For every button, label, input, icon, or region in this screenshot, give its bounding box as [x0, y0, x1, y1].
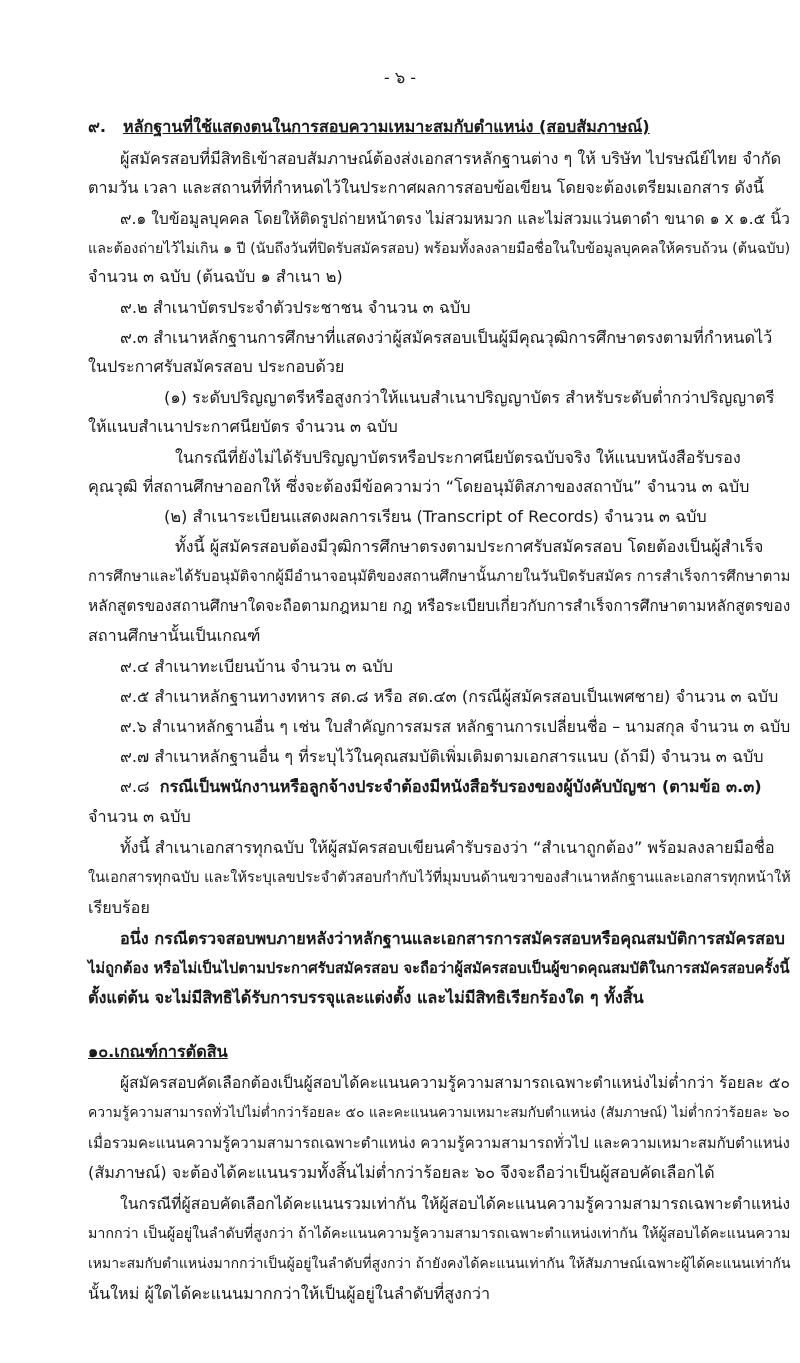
- item-9-3-condition-line: ทั้งนี้ ผู้สมัครสอบต้องมีวุฒิการศึกษาตรงตามประกาศรับสมัครสอบ โดยต้องเป็นผู้สำเร็จ: [175, 537, 764, 556]
- item-9-3-2: (๒) สำเนาระเบียนแสดงผลการเรียน (Transcript of Records) จำนวน ๓ ฉบับ: [164, 507, 707, 526]
- item-9-3-condition-line: หลักสูตรของสถานศึกษาใดจะถือตามกฎหมาย กฎ หรือระเบียบเกี่ยวกับการสำเร็จการศึกษาตามหลักสูตรของ: [88, 597, 791, 615]
- item-9-4: ๙.๔ สำเนาทะเบียนบ้าน จำนวน ๓ ฉบับ: [120, 657, 394, 676]
- section10-para1-line: ผู้สมัครสอบคัดเลือกต้องเป็นผู้สอบได้คะแนนความรู้ความสามารถเฉพาะตำแหน่งไม่ต่ำกว่า ร้อยละ ๕๐: [120, 1074, 790, 1092]
- warning-line: ตั้งแต่ต้น จะไม่มีสิทธิได้รับการบรรจุและแต่งตั้ง และไม่มีสิทธิเรียกร้องใด ๆ ทั้งสิ้น: [88, 988, 644, 1007]
- item-9-1-line: จำนวน ๓ ฉบับ (ต้นฉบับ ๑ สำเนา ๒): [88, 267, 343, 286]
- section9-heading-text: หลักฐานที่ใช้แสดงตนในการสอบความเหมาะสมกับตำแหน่ง (สอบสัมภาษณ์): [122, 117, 650, 136]
- item-9-5: ๙.๕ สำเนาหลักฐานทางทหาร สด.๘ หรือ สด.๔๓ (กรณีผู้สมัครสอบเป็นเพศชาย) จำนวน ๓ ฉบับ: [120, 687, 779, 706]
- section10-para2-line: เหมาะสมกับตำแหน่งมากกว่าเป็นผู้อยู่ในลำดับที่สูงกว่า ถ้ายังคงได้คะแนนเท่ากัน ให้สัมภาษณ์เฉพาะผู้ได้คะแนนเท่ากัน: [88, 1256, 791, 1272]
- item-9-2: ๙.๒ สำเนาบัตรประจำตัวประชาชน จำนวน ๓ ฉบับ: [120, 298, 471, 317]
- section10-para2-line: มากกว่า เป็นผู้อยู่ในลำดับที่สูงกว่า ถ้าได้คะแนนความรู้ความสามารถเฉพาะตำแหน่งเท่ากัน ให้ผู้สอบได้คะแนนความ: [88, 1226, 791, 1242]
- section10-para1-line: เมื่อรวมคะแนนความรู้ความสามารถเฉพาะตำแหน่ง ความรู้ความสามารถทั่วไป และความเหมาะสมกับตำแหน่ง: [88, 1134, 790, 1152]
- item-9-3-line: ๙.๓ สำเนาหลักฐานการศึกษาที่แสดงว่าผู้สมัครสอบเป็นผู้มีคุณวุฒิการศึกษาตรงตามที่กำหนดไว้: [120, 328, 773, 347]
- section10-heading: ๑๐.เกณฑ์การตัดสิน: [88, 1042, 228, 1061]
- item-9-3-condition-line: การศึกษาและได้รับอนุมัติจากผู้มีอำนาจอนุมัติของสถานศึกษานั้นภายในวันปิดรับสมัคร การสำเร็จการศึกษาตาม: [88, 568, 791, 585]
- warning-line: ไม่ถูกต้อง หรือไม่เป็นไปตามประกาศรับสมัครสอบ จะถือว่าผู้สมัครสอบเป็นผู้ขาดคุณสมบัติในการสมัครสอบครั้งนี้: [88, 960, 790, 977]
- item-9-6: ๙.๖ สำเนาหลักฐานอื่น ๆ เช่น ใบสำคัญการสมรส หลักฐานการเปลี่ยนชื่อ – นามสกุล จำนวน ๓ ฉบับ: [120, 717, 791, 736]
- section9-heading: [88, 115, 650, 141]
- section9-intro-line: ตามวัน เวลา และสถานที่ที่กำหนดไว้ในประกาศผลการสอบข้อเขียน โดยจะต้องเตรียมเอกสาร ดังนี้: [88, 178, 764, 197]
- item-9-1-line: และต้องถ่ายไว้ไม่เกิน ๑ ปี (นับถึงวันที่ปิดรับสมัครสอบ) พร้อมทั้งลงลายมือชื่อในใบข้อมูลบุคคลให้ครบถ้วน (ต้นฉบับ): [88, 241, 791, 257]
- item-9-3-condition-line: สถานศึกษานั้นเป็นเกณฑ์: [88, 626, 261, 645]
- section9-intro-line: ผู้สมัครสอบที่มีสิทธิเข้าสอบสัมภาษณ์ต้องส่งเอกสารหลักฐานต่าง ๆ ให้ บริษัท ไปรษณีย์ไทย จำกัด: [120, 149, 782, 168]
- section10-para2-line: นั้นใหม่ ผู้ใดได้คะแนนมากกว่าให้เป็นผู้อยู่ในลำดับที่สูงกว่า: [88, 1284, 491, 1303]
- item-9-3-note-line: คุณวุฒิ ที่สถานศึกษาออกให้ ซึ่งจะต้องมีข้อความว่า “โดยอนุมัติสภาของสถาบัน” จำนวน ๓ ฉบับ: [88, 477, 750, 496]
- section10-para1-line: (สัมภาษณ์) จะต้องได้คะแนนรวมทั้งสิ้นไม่ต่ำกว่าร้อยละ ๖๐ จึงจะถือว่าเป็นผู้สอบคัดเลือกได้: [88, 1163, 715, 1182]
- item-9-7: ๙.๗ สำเนาหลักฐานอื่น ๆ ที่ระบุไว้ในคุณสมบัติเพิ่มเติมตามเอกสารแนบ (ถ้ามี) จำนวน ๓ ฉบับ: [120, 747, 764, 766]
- page-number: - ๖ -: [383, 68, 417, 87]
- warning-line: อนึ่ง กรณีตรวจสอบพบภายหลังว่าหลักฐานและเอกสารการสมัครสอบหรือคุณสมบัติการสมัครสอบ: [120, 929, 785, 948]
- item-9-8-continuation: จำนวน ๓ ฉบับ: [88, 807, 191, 826]
- item-9-3-1-line: ให้แนบสำเนาประกาศนียบัตร จำนวน ๓ ฉบับ: [88, 417, 398, 436]
- certify-line: ทั้งนี้ สำเนาเอกสารทุกฉบับ ให้ผู้สมัครสอบเขียนคำรับรองว่า “สำเนาถูกต้อง” พร้อมลงลายมือชื่อ: [120, 838, 775, 857]
- certify-line: ในเอกสารทุกฉบับ และให้ระบุเลขประจำตัวสอบกำกับไว้ที่มุมบนด้านขวาของสำเนาหลักฐานและเอกสารทุกหน้าให้: [88, 869, 791, 886]
- certify-line: เรียบร้อย: [88, 898, 150, 917]
- item-9-3-line: ในประกาศรับสมัครสอบ ประกอบด้วย: [88, 357, 345, 376]
- item-9-8-text: กรณีเป็นพนักงานหรือลูกจ้างประจำต้องมีหนังสือรับรองของผู้บังคับบัญชา (ตามข้อ ๓.๓): [159, 777, 762, 796]
- section10-para1-line: ความรู้ความสามารถทั่วไปไม่ต่ำกว่าร้อยละ ๕๐ และคะแนนความเหมาะสมกับตำแหน่ง (สัมภาษณ์) ไม่ต่ำกว่าร้อยละ ๖๐: [88, 1105, 790, 1121]
- item-9-8-number: ๙.๘: [120, 777, 150, 796]
- section9-heading-number: ๙.: [88, 117, 107, 136]
- item-9-3-note-line: ในกรณีที่ยังไม่ได้รับปริญญาบัตรหรือประกาศนียบัตรฉบับจริง ให้แนบหนังสือรับรอง: [175, 448, 741, 467]
- section10-para2-line: ในกรณีที่ผู้สอบคัดเลือกได้คะแนนรวมเท่ากัน ให้ผู้สอบได้คะแนนความรู้ความสามารถเฉพาะตำแหน่ง: [120, 1194, 791, 1213]
- item-9-1-line: ๙.๑ ใบข้อมูลบุคคล โดยให้ติดรูปถ่ายหน้าตรง ไม่สวมหมวก และไม่สวมแว่นตาดำ ขนาด ๑ x ๑.๕ นิ้ว: [120, 209, 790, 228]
- item-9-8: [120, 775, 762, 801]
- item-9-3-1-line: (๑) ระดับปริญญาตรีหรือสูงกว่าให้แนบสำเนาปริญญาบัตร สำหรับระดับต่ำกว่าปริญญาตรี: [164, 388, 775, 407]
